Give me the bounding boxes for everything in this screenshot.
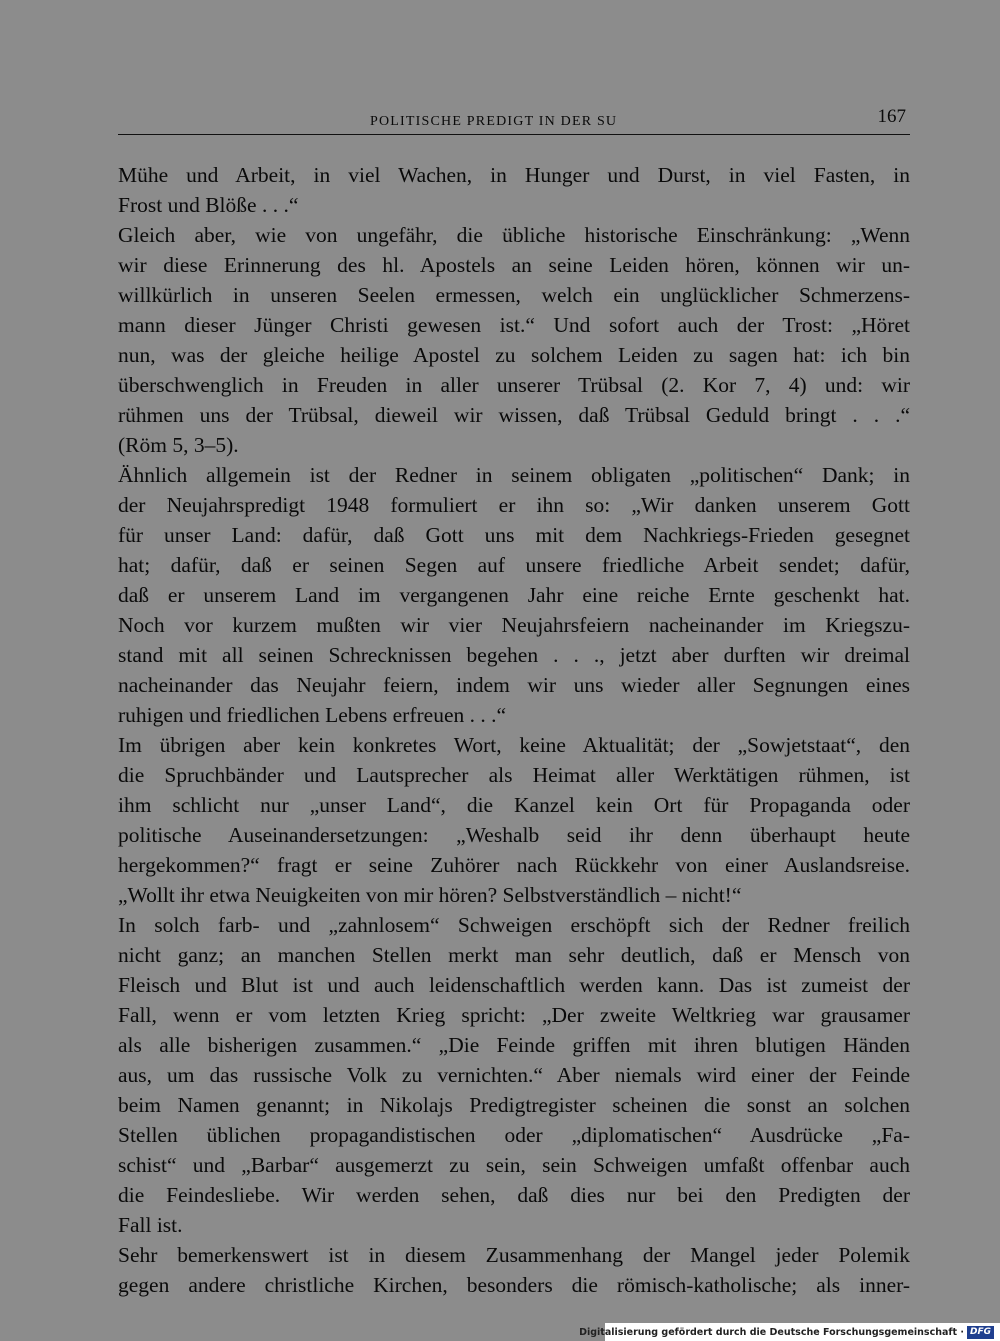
text-line: willkürlich in unseren Seelen ermessen, welch ein unglücklicher Schmerzens-	[118, 283, 910, 307]
dfg-logo: DFG	[967, 1326, 994, 1339]
text-line: nacheinander das Neujahr feiern, indem wir uns wieder aller Segnungen eines	[118, 673, 910, 697]
text-line: schist“ und „Barbar“ ausgemerzt zu sein, sein Schweigen umfaßt offenbar auch	[118, 1153, 910, 1177]
text-line: aus, um das russische Volk zu vernichten.“ Aber niemals wird einer der Feinde	[118, 1063, 910, 1087]
page-number: 167	[877, 106, 906, 127]
text-line: gegen andere christliche Kirchen, besonders die römisch-katholische; als inner-	[118, 1273, 910, 1297]
text-line: In solch farb- und „zahnlosem“ Schweigen erschöpft sich der Redner freilich	[118, 913, 910, 937]
text-line: Im übrigen aber kein konkretes Wort, keine Aktualität; der „Sowjetstaat“, den	[118, 733, 910, 757]
header-rule	[118, 134, 910, 135]
text-line: Stellen üblichen propagandistischen oder „diplomatischen“ Ausdrücke „Fa-	[118, 1123, 910, 1147]
running-head	[118, 104, 910, 134]
text-line: mann dieser Jünger Christi gewesen ist.“ Und sofort auch der Trost: „Höret	[118, 313, 910, 337]
text-line: „Wollt ihr etwa Neuigkeiten von mir hören? Selbstverständlich – nicht!“	[118, 883, 742, 907]
text-line: Frost und Blöße . . .“	[118, 193, 299, 217]
text-line: Fall ist.	[118, 1213, 183, 1237]
text-line: rühmen uns der Trübsal, dieweil wir wissen, daß Trübsal Geduld bringt . . .“	[118, 403, 910, 427]
text-line: politische Auseinandersetzungen: „Weshalb seid ihr denn überhaupt heute	[118, 823, 910, 847]
text-line: hergekommen?“ fragt er seine Zuhörer nach Rückkehr von einer Auslandsreise.	[118, 853, 910, 877]
footer-credit-text: Digitalisierung gefördert durch die Deutsche Forschungsgemeinschaft ·	[579, 1326, 964, 1338]
text-line: die Feindesliebe. Wir werden sehen, daß dies nur bei den Predigten der	[118, 1183, 910, 1207]
text-line: für unser Land: dafür, daß Gott uns mit dem Nachkriegs-Frieden gesegnet	[118, 523, 910, 547]
text-line: daß er unserem Land im vergangenen Jahr eine reiche Ernte geschenkt hat.	[118, 583, 910, 607]
text-line: beim Namen genannt; in Nikolajs Predigtregister scheinen die sonst an solchen	[118, 1093, 910, 1117]
text-line: überschwenglich in Freuden in aller unserer Trübsal (2. Kor 7, 4) und: wir	[118, 373, 910, 397]
text-line: Fleisch und Blut ist und auch leidenschaftlich werden kann. Das ist zumeist der	[118, 973, 910, 997]
text-line: nun, was der gleiche heilige Apostel zu solchem Leiden zu sagen hat: ich bin	[118, 343, 910, 367]
text-line: als alle bisherigen zusammen.“ „Die Feinde griffen mit ihren blutigen Händen	[118, 1033, 910, 1057]
text-line: (Röm 5, 3–5).	[118, 433, 239, 457]
text-line: Fall, wenn er vom letzten Krieg spricht: „Der zweite Weltkrieg war grausamer	[118, 1003, 910, 1027]
text-line: wir diese Erinnerung des hl. Apostels an seine Leiden hören, können wir un-	[118, 253, 910, 277]
text-line: der Neujahrspredigt 1948 formuliert er ihn so: „Wir danken unserem Gott	[118, 493, 910, 517]
text-line: Ähnlich allgemein ist der Redner in seinem obligaten „politischen“ Dank; in	[118, 463, 910, 487]
running-title: POLITISCHE PREDIGT IN DER SU	[370, 114, 618, 129]
body-text	[118, 160, 910, 1300]
text-line: Noch vor kurzem mußten wir vier Neujahrsfeiern nacheinander im Kriegszu-	[118, 613, 910, 637]
text-line: Sehr bemerkenswert ist in diesem Zusammenhang der Mangel jeder Polemik	[118, 1243, 910, 1267]
text-line: Mühe und Arbeit, in viel Wachen, in Hunger und Durst, in viel Fasten, in	[118, 163, 910, 187]
text-line: ruhigen und friedlichen Lebens erfreuen . . .“	[118, 703, 507, 727]
text-line: nicht ganz; an manchen Stellen merkt man sehr deutlich, daß er Mensch von	[118, 943, 910, 967]
text-line: stand mit all seinen Schrecknissen begehen . . ., jetzt aber durften wir dreimal	[118, 643, 910, 667]
text-line: hat; dafür, daß er seinen Segen auf unsere friedliche Arbeit sendet; dafür,	[118, 553, 910, 577]
text-line: ihm schlicht nur „unser Land“, die Kanzel kein Ort für Propaganda oder	[118, 793, 910, 817]
footer-credit-bar	[579, 1323, 1000, 1341]
text-line: Gleich aber, wie von ungefähr, die übliche historische Einschränkung: „Wenn	[118, 223, 910, 247]
text-line: die Spruchbänder und Lautsprecher als Heimat aller Werktätigen rühmen, ist	[118, 763, 910, 787]
